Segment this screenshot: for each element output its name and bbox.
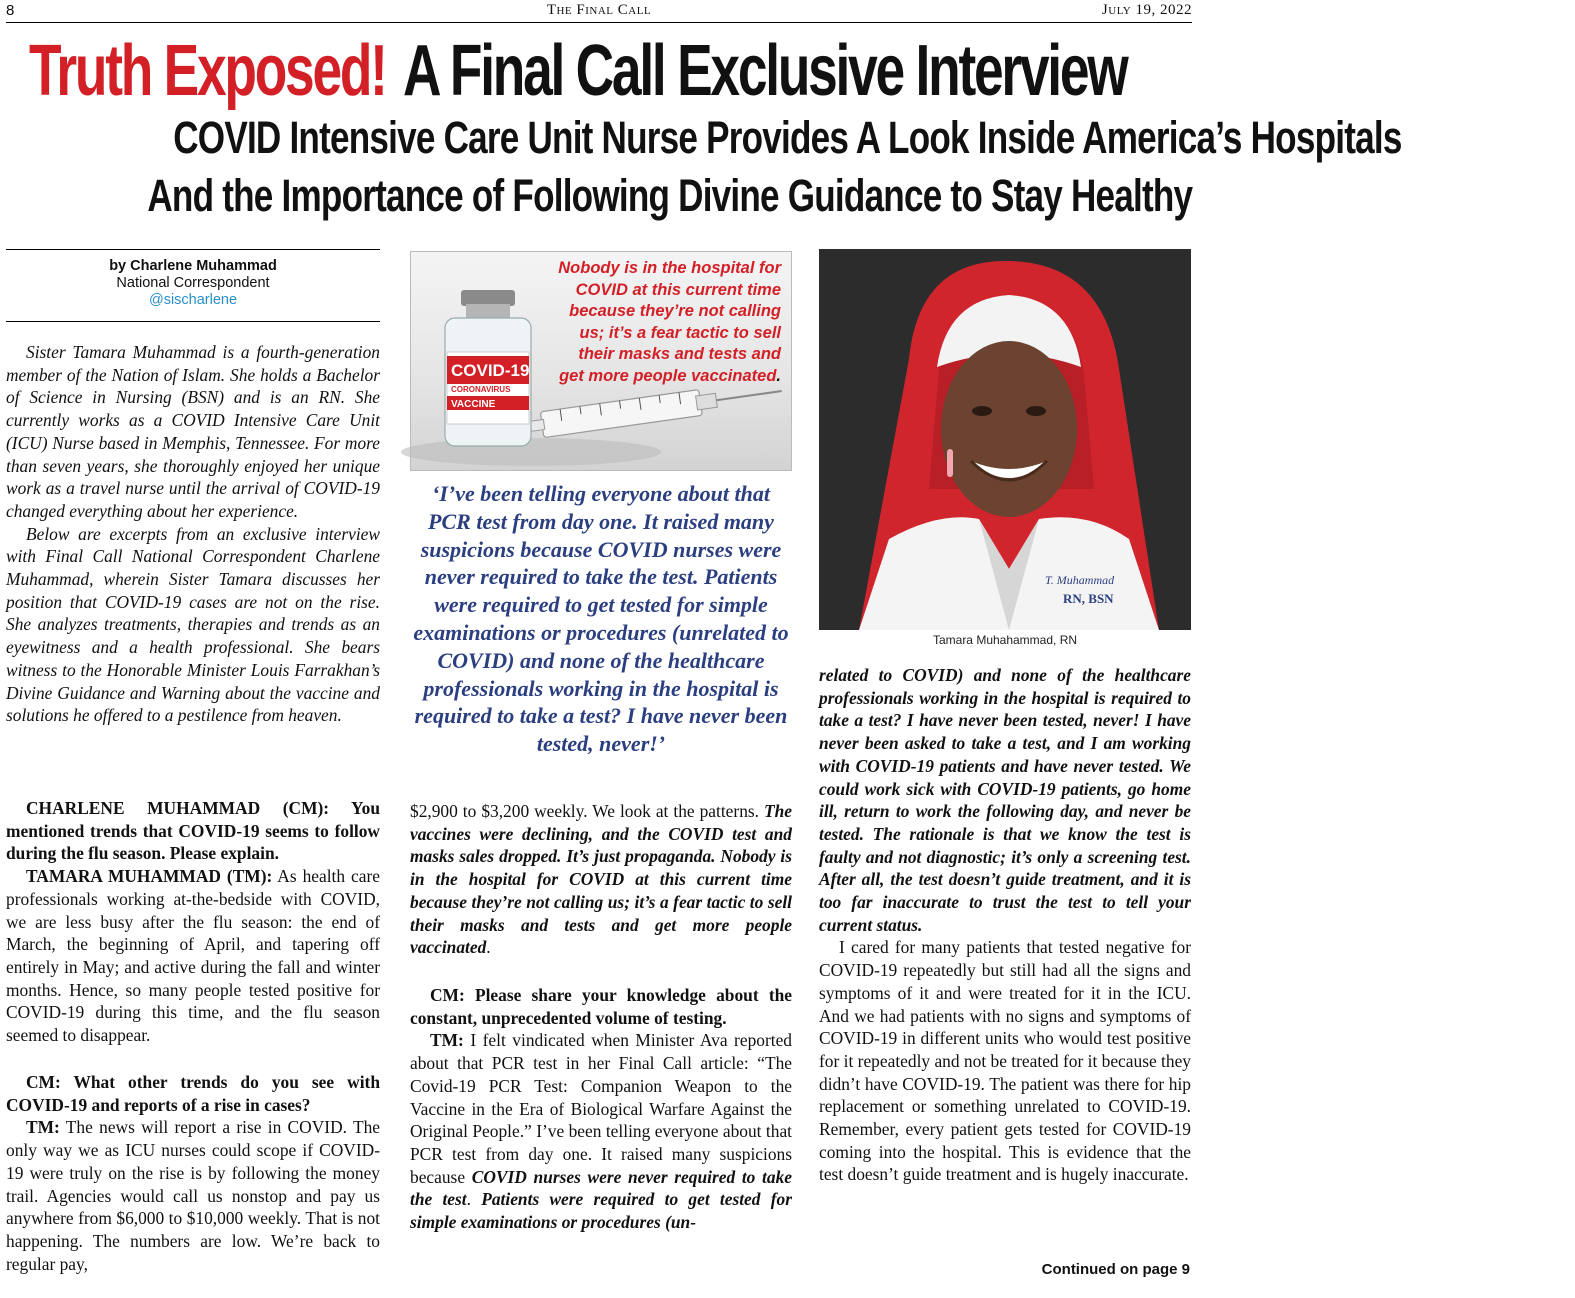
headline-main: A Final Call Exclusive Interview [403, 31, 1127, 111]
deck-line-2: And the Importance of Following Divine Guidance to Stay Healthy [147, 170, 1193, 221]
continued-note[interactable]: Continued on page 9 [1041, 1261, 1190, 1278]
byline-rule-top [6, 249, 380, 250]
header-rule [6, 22, 1192, 23]
headline-kicker: Truth Exposed! [28, 31, 386, 111]
column-2-paragraph-1: $2,900 to $3,200 weekly. We look at the patterns. The vaccines were declining, and the COVID test and masks sales dropped. It’s just propaganda. Nobody is in the hospital for COVID at this current time because they’re not calling us; it’s a fear tactic to sell their masks and tests and get more people vaccinated. [410, 801, 792, 958]
column-1-body [6, 797, 380, 1047]
vial-label-sub1: CORONAVIRUS [451, 385, 511, 394]
byline-rule-bottom [6, 321, 380, 322]
byline-handle[interactable]: @sischarlene [148, 292, 238, 308]
byline-name: by Charlene Muhammad [109, 258, 277, 274]
column-3-paragraph-2: I cared for many patients that tested negative for COVID-19 repeatedly but still had all the signs and symptoms of it and were treated for it in the ICU. And we had patients with no signs and symptoms of COVID-19 in different units who would test positive for it repeatedly and not be treated for it because they didn’t have COVID-19. The patient was there for hip replacement or something unrelated to COVID-19. Remember, every patient gets tested for COVID-19 coming into the hospital. This is evidence that the test doesn’t guide treatment and is hugely inaccurate. [819, 937, 1191, 1185]
vial-label-sub2: VACCINE [451, 399, 496, 410]
byline [6, 258, 380, 309]
page-number: 8 [6, 2, 15, 19]
running-header [6, 0, 1192, 22]
question-3: CM: Please share your knowledge about the constant, unprecedented volume of testing. [410, 985, 792, 1028]
column-2-body [410, 800, 792, 959]
publication-name: The Final Call [546, 2, 652, 18]
vaccine-overlay-quote: Nobody is in the hospital for COVID at this current time because they’re not calling us; it’s a fear tactic to sell their masks and tests and get more people vaccinated. [558, 259, 781, 385]
pull-quote: ‘I’ve been telling everyone about that PCR test from day one. It raised many suspicions because COVID nurses were never required to take the test. Patients were required to get tested for simple examinations or procedures (unrelated to COVID) and none of the healthcare professionals working in the hospital is required to take a test? I have never been tested, never!’ [413, 481, 789, 757]
column-3-paragraph-1: related to COVID) and none of the healthcare professionals working in the hospital is required to take a test? I have never been tested, never! I have never been asked to take a test, and I am working with COVID-19 patients and have never tested. We could work sick with COVID-19 patients, go home ill, return to work the following day, and never be tested. The rationale is that we know the test is faulty and not diagnostic; it’s only a screening test. After all, the test doesn’t guide treatment, and it is too far inaccurate to trust the test to tell your current status. [819, 665, 1191, 935]
column-2-body-2 [410, 984, 792, 1234]
question-2: CM: What other trends do you see with COVID-19 and reports of a rise in cases? [6, 1072, 380, 1115]
vaccine-photo [410, 251, 792, 471]
column-1-body-2 [6, 1071, 380, 1275]
nurse-portrait [819, 249, 1191, 630]
vial-label-main: COVID-19 [451, 361, 530, 380]
portrait-caption: Tamara Muhahammad, RN [932, 633, 1078, 647]
deck-line-1: COVID Intensive Care Unit Nurse Provides A Look Inside America’s Hospitals [173, 112, 1402, 163]
answer-1: TAMARA MUHAMMAD (TM): As health care professionals working at-the-bedside with COVID, we are less busy after the flu season: the end of March, the beginning of April, and tapering off entirely in May; and active during the fall and winter months. Hence, so many people tested positive for COVID-19 during this time, and the flu season seemed to disappear. [6, 866, 380, 1046]
portrait-photo [819, 249, 1191, 630]
question-1: CHARLENE MUHAMMAD (CM): You mentioned trends that COVID-19 seems to follow during the flu season. Please explain. [6, 798, 380, 864]
intro-paragraph-1: Sister Tamara Muhammad is a fourth-generation member of the Nation of Islam. She holds a Bachelor of Science in Nursing (BSN) and is an RN. She currently works as a COVID Intensive Care Unit (ICU) Nurse based in Memphis, Tennessee. For more than seven years, she thoroughly enjoyed her unique work as a travel nurse until the arrival of COVID-19 changed everything about her experience. [6, 342, 380, 521]
intro-paragraph-2: Below are excerpts from an exclusive interview with Final Call National Correspondent Charlene Muhammad, wherein Sister Tamara discusses her position that COVID-19 cases are not on the rise. She analyzes treatments, therapies and trends as an eyewitness and a health professional. She bears witness to the Honorable Minister Louis Farrakhan’s Divine Guidance and Warning about the vaccine and solutions he offered to a pestilence from heaven. [6, 523, 380, 726]
byline-title: National Correspondent [116, 275, 270, 291]
answer-3: TM: I felt vindicated when Minister Ava reported about that PCR test in her Final Call article: “The Covid-19 PCR Test: Companion Weapon to the Vaccine in the Era of Biological Warfare Against the Original People.” I’ve been telling everyone about that PCR test from day one. It raised many suspicions because COVID nurses were never required to take the test. Patients were required to get tested for simple examinations or procedures (un- [410, 1030, 792, 1233]
column-3-body [819, 664, 1191, 1186]
intro [6, 341, 380, 727]
answer-2: TM: The news will report a rise in COVID. The only way we as ICU nurses could scope if COVID-19 were truly on the rise is by following the money trail. Agencies would call us nonstop and pay us anywhere from $6,000 to $10,000 weekly. That is not happening. The numbers are low. We’re back to regular pay, [6, 1117, 380, 1274]
headline [0, 30, 1200, 111]
coat-name: T. Muhammad [1045, 573, 1115, 587]
issue-date: July 19, 2022 [1101, 2, 1192, 18]
coat-title: RN, BSN [1063, 591, 1114, 606]
